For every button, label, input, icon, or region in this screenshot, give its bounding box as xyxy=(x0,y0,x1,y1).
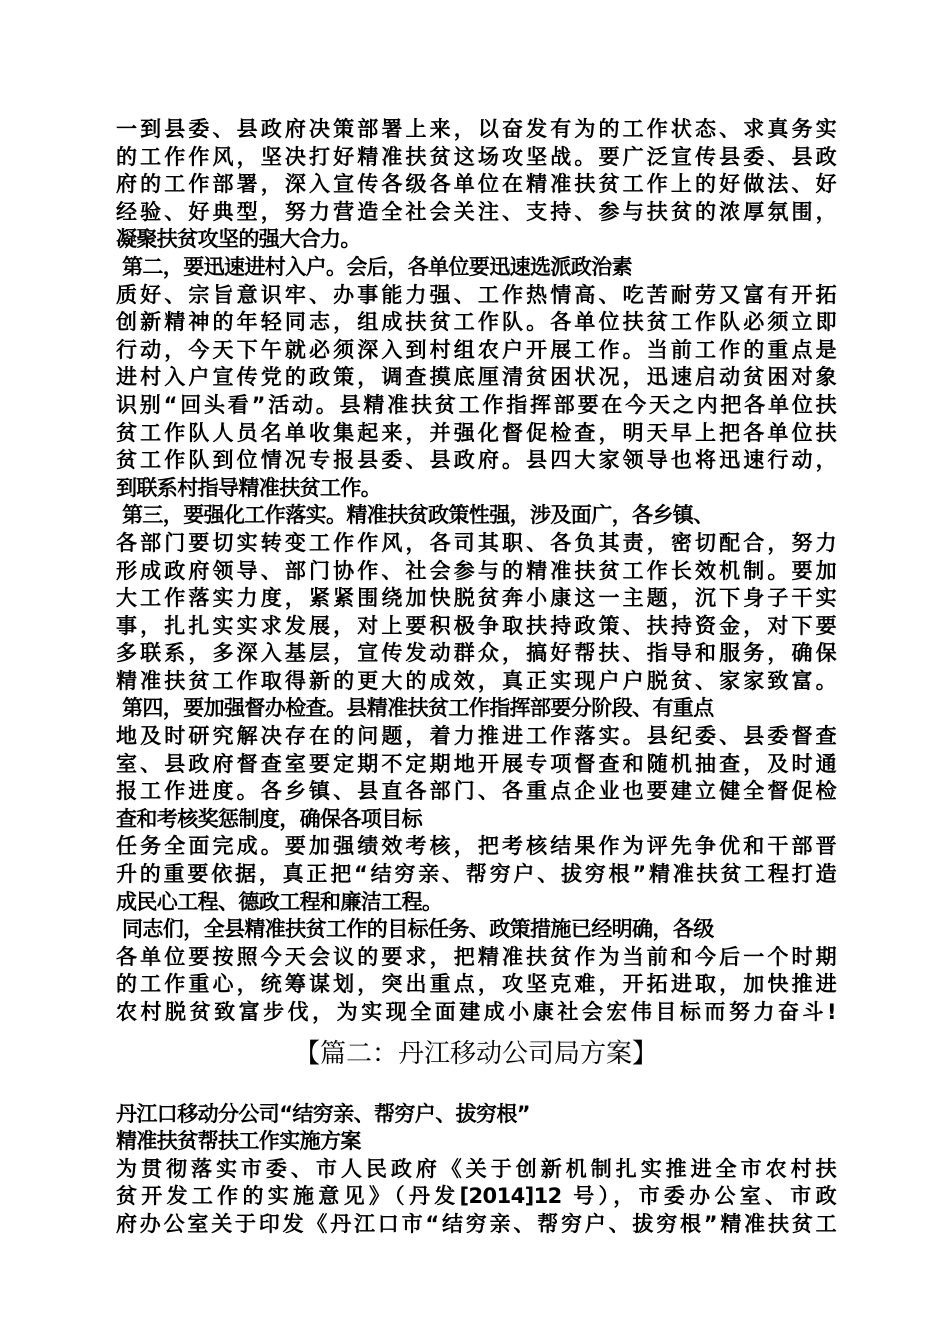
text-line: 凝聚扶贫攻坚的强大合力。 xyxy=(116,227,361,252)
text-line: 成民心工程、德政工程和廉洁工程。 xyxy=(116,889,443,914)
text-line: 贫工作队到位情况专报县委、县政府。县四大家领导也将迅速行动， xyxy=(116,448,836,473)
text-line: 农村脱贫致富步伐，为实现全面建成小康社会宏伟目标而努力奋斗! xyxy=(116,1000,836,1024)
text-line: 室、县政府督查室要定期不定期地开展专项督查和随机抽查，及时通 xyxy=(116,751,836,776)
text-line: 贫工作队人员名单收集起来，并强化督促检查，明天早上把各单位扶 xyxy=(116,420,836,445)
text-line: 多联系，多深入基层，宣传发动群众，搞好帮扶、指导和服务，确保 xyxy=(116,641,836,666)
text-line: 精准扶贫帮扶工作实施方案 xyxy=(116,1129,361,1154)
text-line: 的工作重心，统筹谋划，突出重点，攻坚克难，开拓进取，加快推进 xyxy=(116,972,836,997)
text-line: 第三，要强化工作落实。精准扶贫政策性强，涉及面广，各乡镇、 xyxy=(122,503,714,528)
text-line: 地及时研究解决存在的问题，着力推进工作落实。县纪委、县委督查 xyxy=(116,724,836,749)
text-line: 府的工作部署，深入宣传各级各单位在精准扶贫工作上的好做法、好 xyxy=(116,172,836,197)
text-line: 大工作落实力度，紧紧围绕加快脱贫奔小康这一主题，沉下身子干实 xyxy=(116,586,836,611)
text-line: 各部门要切实转变工作作风，各司其职、各负其责，密切配合，努力 xyxy=(116,530,836,555)
text-line: 一到县委、县政府决策部署上来，以奋发有为的工作状态、求真务实 xyxy=(116,117,836,141)
body-text-section-2 xyxy=(116,1101,836,1239)
text-line: 识别“回头看”活动。县精准扶贫工作指挥部要在今天之内把各单位扶 xyxy=(116,392,836,417)
text-line: 各单位要按照今天会议的要求，把精准扶贫作为当前和今后一个时期 xyxy=(116,944,836,969)
text-line: 行动，今天下午就必须深入到村组农户开展工作。当前工作的重点是 xyxy=(116,337,836,362)
text-line: 的工作作风，坚决打好精准扶贫这场攻坚战。要广泛宣传县委、县政 xyxy=(116,144,836,169)
text-line: 到联系村指导精准扶贫工作。 xyxy=(116,475,382,500)
text-line: 为贯彻落实市委、市人民政府《关于创新机制扎实推进全市农村扶 xyxy=(116,1156,836,1181)
text-line: 第四，要加强督办检查。县精准扶贫工作指挥部要分阶段、有重点 xyxy=(122,696,714,721)
text-line: 形成政府领导、部门协作、社会参与的精准扶贫工作长效机制。要加 xyxy=(116,558,836,583)
text-line: 精准扶贫工作取得新的更大的成效，真正实现户户脱贫、家家致富。 xyxy=(116,668,836,693)
text-line: 报工作进度。各乡镇、县直各部门、各重点企业也要建立健全督促检 xyxy=(116,779,836,804)
text-line: 府办公室关于印发《丹江口市“结穷亲、帮穷户、拔穷根”精准扶贫工 xyxy=(116,1211,836,1236)
text-line: 贫开发工作的实施意见》（丹发[2014]12 号），市委办公室、市政 xyxy=(116,1184,836,1209)
section-heading: 【篇二：丹江移动公司局方案】 xyxy=(293,1038,658,1069)
text-line: 任务全面完成。要加强绩效考核，把考核结果作为评先争优和干部晋 xyxy=(116,834,836,859)
text-line: 事，扎扎实实求发展，对上要积极争取扶持政策、扶持资金，对下要 xyxy=(116,613,836,638)
document-page xyxy=(116,116,836,1239)
text-line: 经验、好典型，努力营造全社会关注、支持、参与扶贫的浓厚氛围， xyxy=(116,199,836,224)
spacer xyxy=(116,1081,836,1101)
text-line: 第二，要迅速进村入户。会后，各单位要迅速选派政治素 xyxy=(122,254,632,279)
text-line: 同志们，全县精准扶贫工作的目标任务、政策措施已经明确，各级 xyxy=(122,917,714,942)
text-line: 质好、宗旨意识牢、办事能力强、工作热情高、吃苦耐劳又富有开拓 xyxy=(116,282,836,307)
text-line: 进村入户宣传党的政策，调查摸底厘清贫困状况，迅速启动贫困对象 xyxy=(116,365,836,390)
text-line: 创新精神的年轻同志，组成扶贫工作队。各单位扶贫工作队必须立即 xyxy=(116,310,836,335)
text-line: 查和考核奖惩制度，确保各项目标 xyxy=(116,806,422,831)
text-line: 丹江口移动分公司“结穷亲、帮穷户、拔穷根” xyxy=(116,1101,531,1126)
text-line: 升的重要依据，真正把“结穷亲、帮穷户、拔穷根”精准扶贫工程打造 xyxy=(116,862,836,887)
body-text-section-1 xyxy=(116,116,836,1027)
